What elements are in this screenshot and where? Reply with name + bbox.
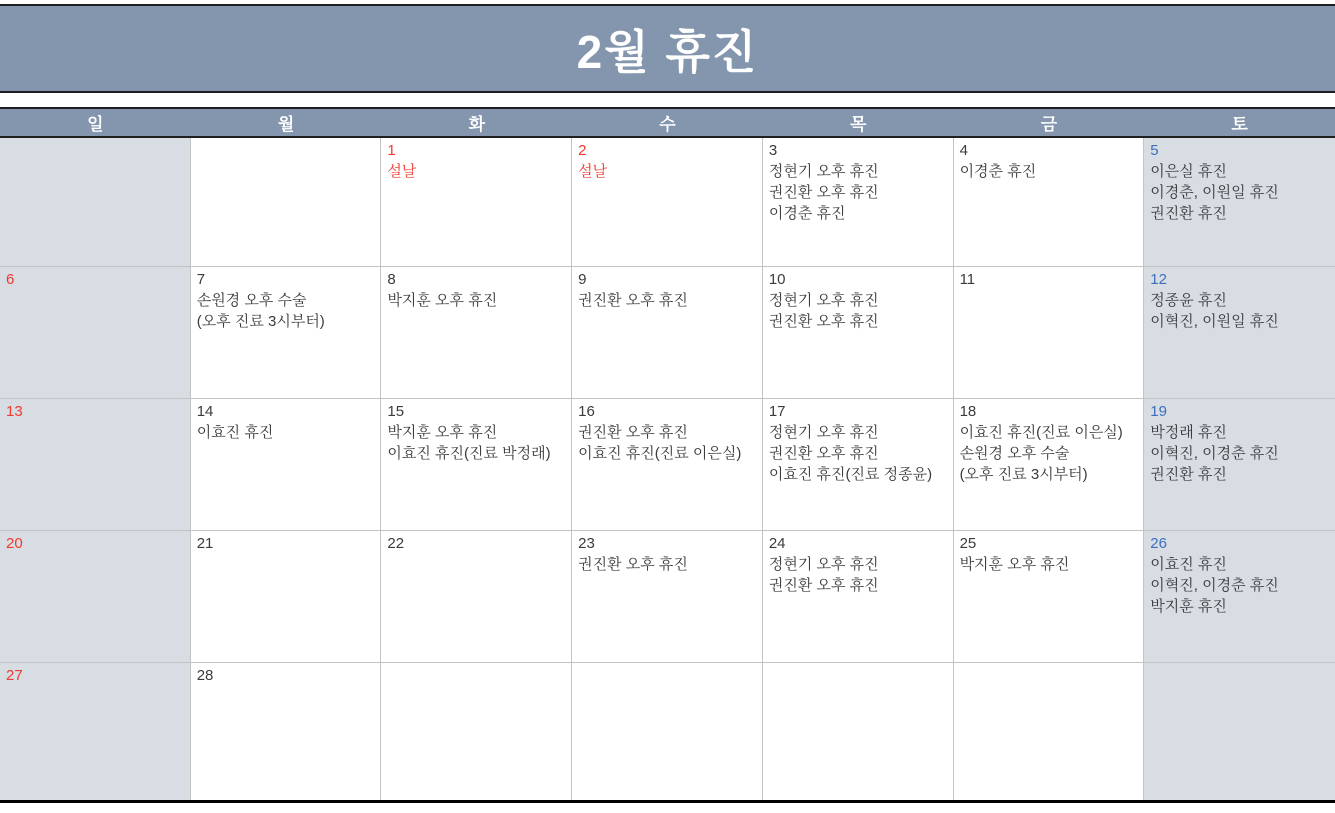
date-number: 1 (387, 142, 396, 159)
calendar-cell (572, 138, 763, 266)
calendar-cell (1144, 266, 1335, 398)
calendar-cell (381, 398, 572, 530)
calendar-cell (191, 530, 382, 662)
calendar-week-row (0, 266, 1335, 398)
event-text: 이은실 휴진 (1150, 163, 1227, 180)
event-text: 권진환 오후 휴진 (768, 445, 879, 462)
event-text: 권진환 오후 휴진 (578, 424, 688, 441)
calendar-cell (572, 530, 763, 662)
event-text: 정현기 오후 휴진 (768, 556, 879, 573)
event-text: 권진환 휴진 (1150, 205, 1227, 222)
event-text: 권진환 오후 휴진 (768, 184, 879, 201)
calendar-title-band (0, 4, 1335, 93)
calendar-cell (954, 662, 1145, 800)
date-number: 9 (578, 271, 587, 288)
calendar-grid (0, 138, 1335, 800)
day-header-wed: 수 (659, 115, 676, 134)
calendar-cell (381, 266, 572, 398)
event-text: 이혁진, 이경춘 휴진 (1150, 445, 1279, 462)
bottom-border (0, 800, 1335, 803)
date-number: 23 (578, 535, 595, 552)
calendar-cell (0, 398, 191, 530)
date-number: 10 (768, 271, 786, 288)
event-text: 이혁진, 이원일 휴진 (1150, 313, 1279, 330)
calendar-cell (1144, 398, 1335, 530)
calendar-cell (381, 662, 572, 800)
calendar-cell (1144, 662, 1335, 800)
event-text: 설날 (387, 163, 417, 180)
calendar-week-row (0, 662, 1335, 800)
calendar-cell (0, 266, 191, 398)
event-text: 권진환 오후 휴진 (768, 577, 879, 594)
date-number: 11 (959, 271, 976, 288)
event-text: 이경춘 휴진 (768, 205, 846, 222)
date-number: 2 (578, 142, 587, 159)
calendar-cell (954, 398, 1145, 530)
calendar-cell (1144, 530, 1335, 662)
event-text: 이효진 휴진(진료 이은실) (959, 424, 1123, 441)
date-number: 15 (387, 403, 405, 420)
event-text: 이경춘 휴진 (959, 163, 1037, 180)
event-text: 정현기 오후 휴진 (768, 424, 879, 441)
calendar-page (0, 4, 1335, 813)
date-number: 14 (196, 403, 214, 420)
calendar-week-row (0, 398, 1335, 530)
event-text: 이효진 휴진(진료 이은실) (578, 445, 742, 462)
date-number: 26 (1150, 535, 1167, 552)
calendar-cell (1144, 138, 1335, 266)
day-header-thu: 목 (849, 115, 867, 134)
calendar-cell (191, 662, 382, 800)
day-header-mon: 월 (277, 115, 295, 134)
event-text: 권진환 오후 휴진 (578, 292, 688, 309)
calendar-title: 2월 휴진 (576, 25, 759, 78)
calendar-cell (572, 398, 763, 530)
date-number: 24 (768, 535, 786, 552)
calendar-cell (572, 266, 763, 398)
event-text: 설날 (578, 163, 608, 180)
calendar-cell (191, 138, 382, 266)
date-number: 7 (196, 271, 206, 288)
event-text: (오후 진료 3시부터) (196, 313, 325, 330)
calendar-cell (954, 530, 1145, 662)
date-number: 6 (6, 271, 15, 288)
event-text: 손원경 오후 수술 (196, 292, 307, 309)
calendar-week-row (0, 138, 1335, 266)
event-text: 이효진 휴진 (1150, 556, 1227, 573)
calendar-cell (381, 138, 572, 266)
date-number: 20 (6, 535, 23, 552)
event-text: 정종윤 휴진 (1150, 292, 1227, 309)
event-text: 이효진 휴진 (196, 424, 274, 441)
event-text: 박지훈 휴진 (1150, 598, 1227, 615)
calendar-cell (191, 398, 382, 530)
event-text: 이효진 휴진(진료 박정래) (387, 445, 551, 462)
date-number: 17 (768, 403, 786, 420)
calendar-cell (954, 138, 1145, 266)
date-number: 12 (1150, 271, 1167, 288)
date-number: 27 (6, 667, 23, 684)
calendar-cell (954, 266, 1145, 398)
event-text: 권진환 오후 휴진 (578, 556, 688, 573)
event-text: (오후 진료 3시부터) (959, 466, 1088, 483)
calendar-week-row (0, 530, 1335, 662)
date-number: 21 (196, 535, 214, 552)
date-number: 13 (6, 403, 23, 420)
date-number: 16 (578, 403, 595, 420)
calendar-cell (763, 138, 954, 266)
date-number: 8 (387, 271, 396, 288)
day-header-fri: 금 (1040, 115, 1058, 134)
calendar-cell (572, 662, 763, 800)
day-header-tue: 화 (468, 115, 485, 134)
event-text: 이혁진, 이경춘 휴진 (1150, 577, 1279, 594)
calendar-cell (381, 530, 572, 662)
day-header-sat: 토 (1231, 115, 1248, 134)
event-text: 권진환 오후 휴진 (768, 313, 879, 330)
calendar-cell (763, 662, 954, 800)
date-number: 3 (768, 142, 778, 159)
event-text: 박지훈 오후 휴진 (387, 292, 498, 309)
event-text: 이효진 휴진(진료 정종윤) (768, 466, 933, 483)
event-text: 손원경 오후 수술 (959, 445, 1070, 462)
calendar-cell (0, 530, 191, 662)
date-number: 18 (959, 403, 977, 420)
calendar-cell (191, 266, 382, 398)
date-number: 28 (196, 667, 214, 684)
day-header-row (0, 107, 1335, 138)
calendar-cell (0, 662, 191, 800)
event-text: 정현기 오후 휴진 (768, 163, 879, 180)
event-text: 박정래 휴진 (1150, 424, 1227, 441)
calendar-cell (763, 398, 954, 530)
day-header-sun: 일 (87, 115, 104, 134)
date-number: 5 (1150, 142, 1159, 159)
event-text: 권진환 휴진 (1150, 466, 1227, 483)
calendar-cell (763, 266, 954, 398)
date-number: 22 (387, 535, 405, 552)
event-text: 이경춘, 이원일 휴진 (1150, 184, 1279, 201)
calendar-cell (0, 138, 191, 266)
date-number: 19 (1150, 403, 1167, 420)
event-text: 정현기 오후 휴진 (768, 292, 879, 309)
date-number: 25 (959, 535, 977, 552)
event-text: 박지훈 오후 휴진 (959, 556, 1070, 573)
calendar-cell (763, 530, 954, 662)
event-text: 박지훈 오후 휴진 (387, 424, 498, 441)
date-number: 4 (959, 142, 968, 159)
